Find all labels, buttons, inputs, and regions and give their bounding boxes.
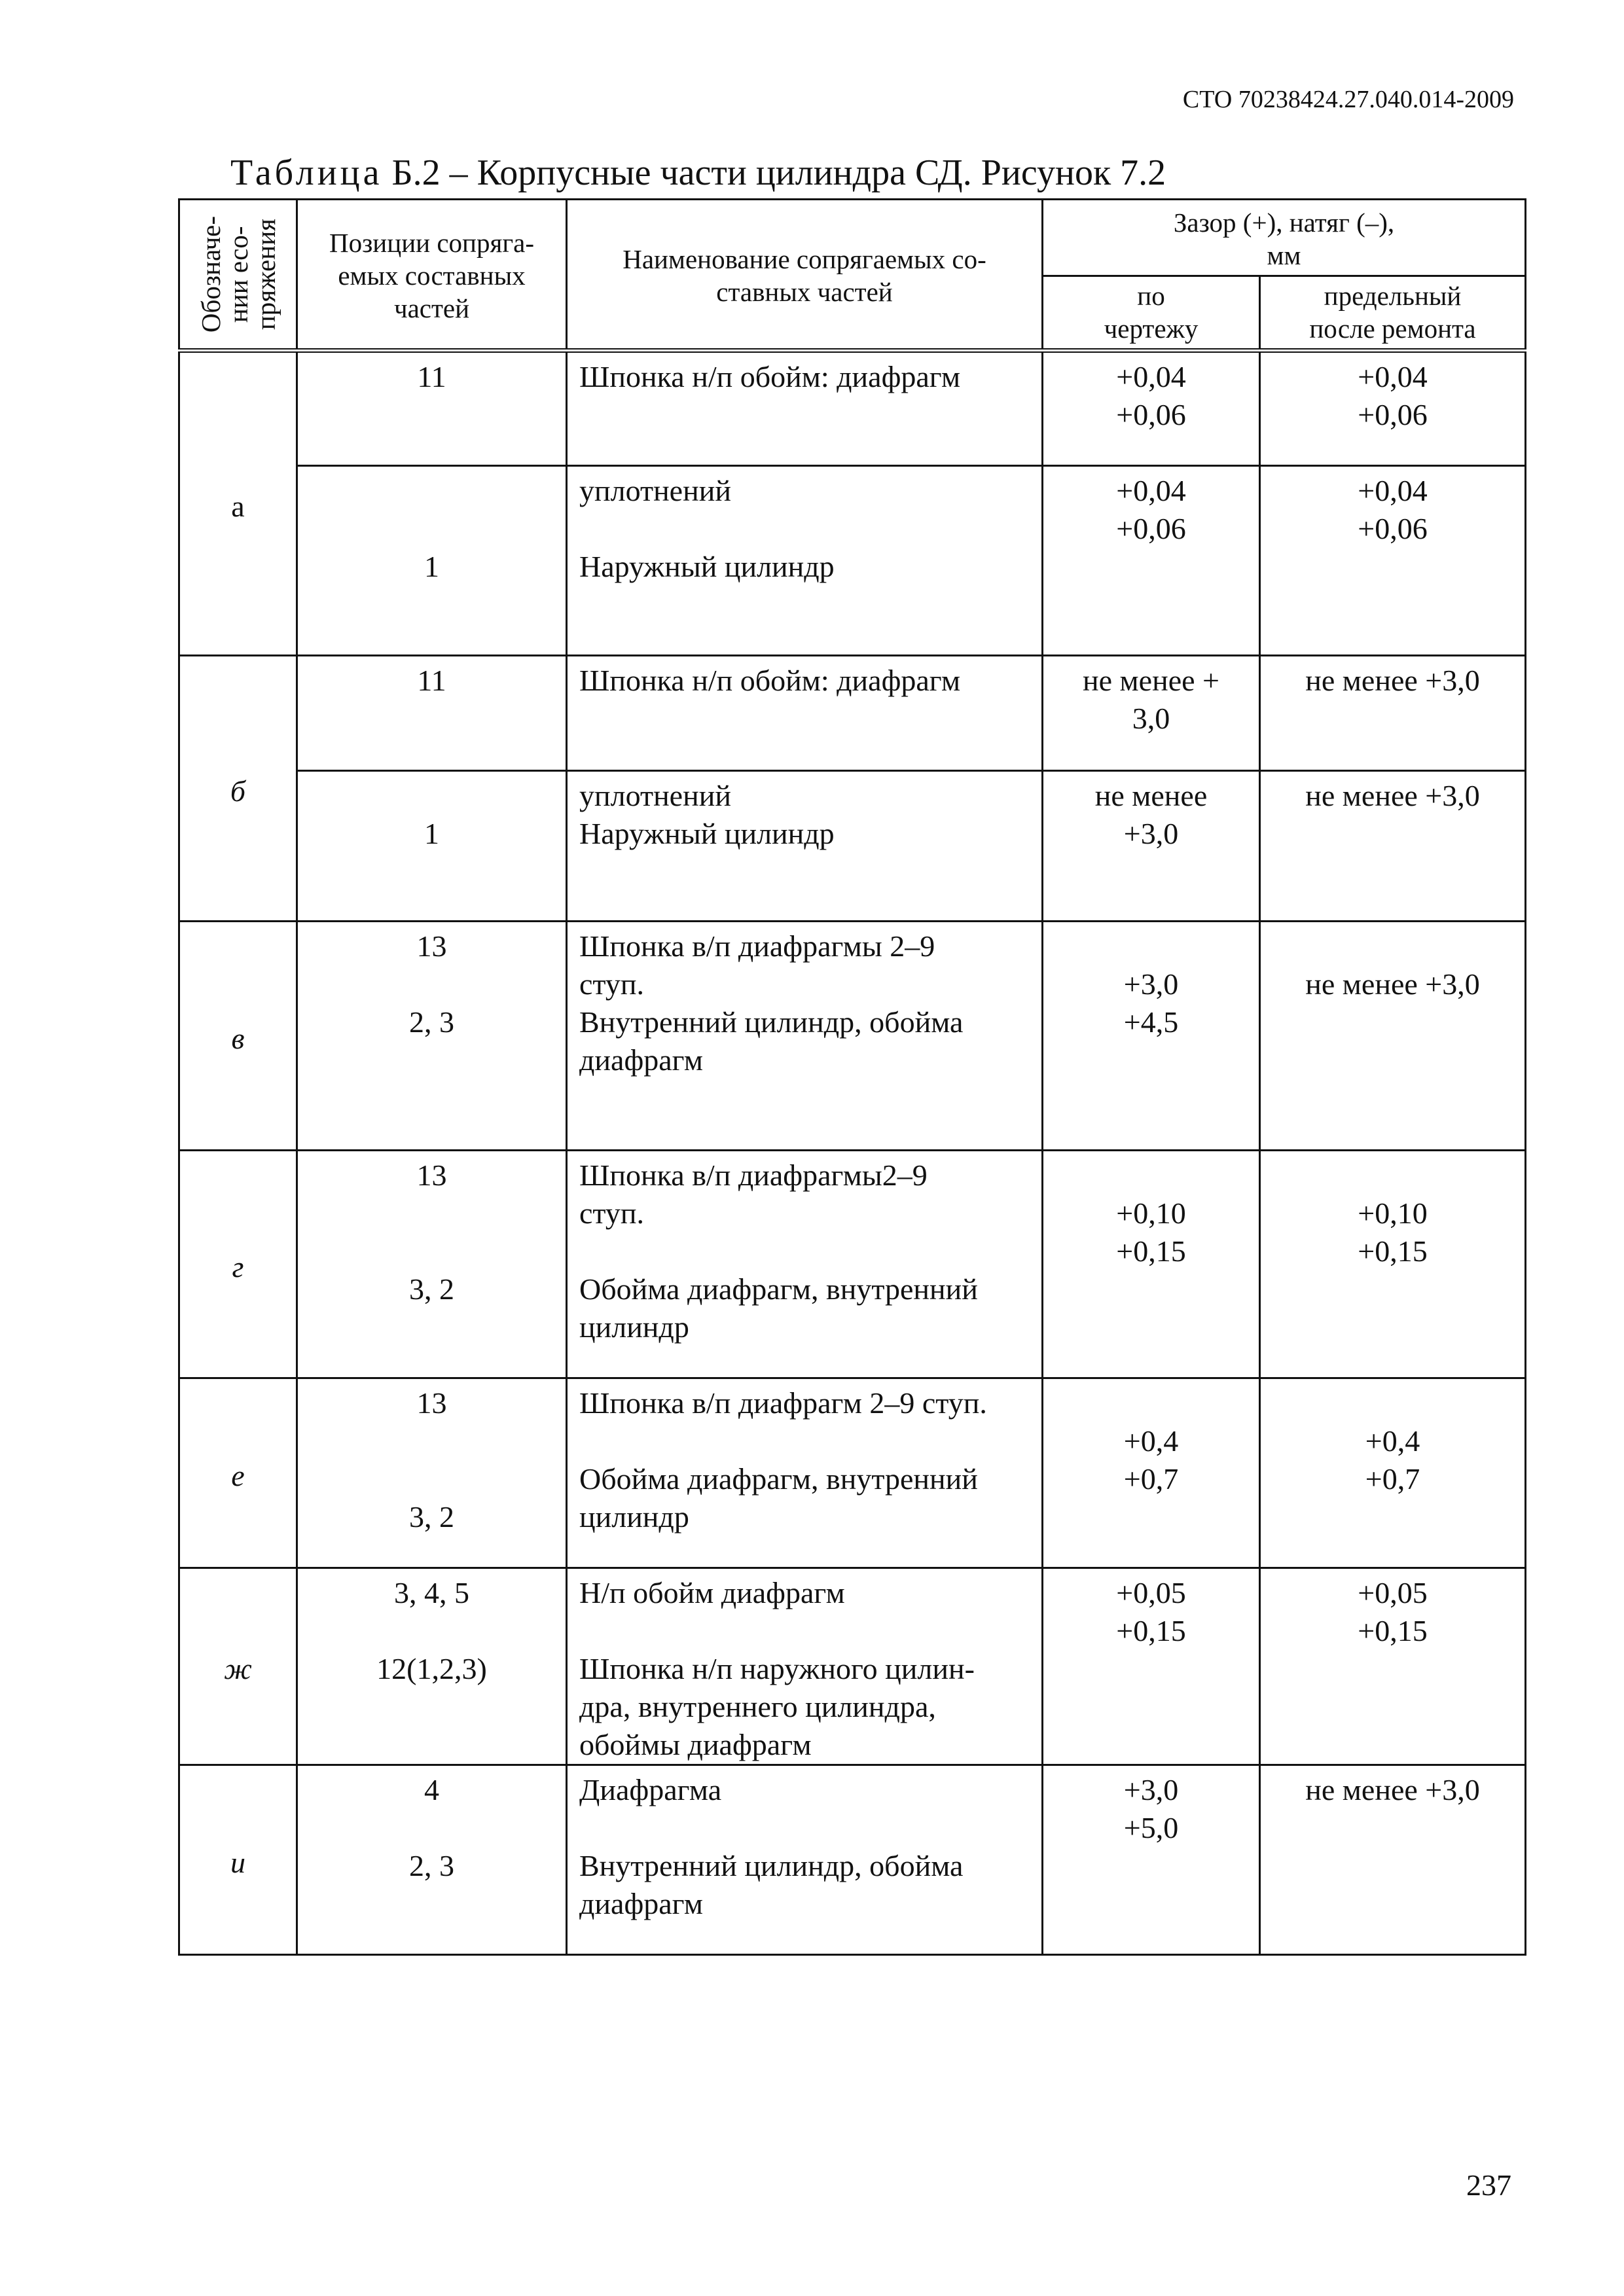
cell-line bbox=[310, 510, 554, 548]
table-row bbox=[179, 1378, 1526, 1568]
cell-line: Внутренний цилиндр, обойма bbox=[579, 1005, 964, 1039]
cell-line: 4 bbox=[424, 1773, 439, 1806]
specification-table bbox=[178, 198, 1526, 1956]
cell-line bbox=[579, 1612, 1030, 1650]
part-name-cell bbox=[567, 1568, 1043, 1765]
cell-line: 1 bbox=[424, 550, 439, 583]
cell-line: Внутренний цилиндр, обойма bbox=[579, 1849, 964, 1882]
cell-line: не менее bbox=[1094, 779, 1208, 812]
cell-line: +0,4 bbox=[1123, 1424, 1179, 1458]
part-name-cell bbox=[567, 771, 1043, 922]
gap-by-drawing-cell bbox=[1043, 656, 1260, 771]
designation-cell: а bbox=[179, 351, 297, 656]
cell-line bbox=[1272, 1157, 1513, 1194]
cell-line: Наружный цилиндр bbox=[579, 817, 835, 850]
cell-line: +0,15 bbox=[1116, 1614, 1186, 1647]
cell-line: +0,7 bbox=[1365, 1462, 1420, 1496]
gap-limit-cell bbox=[1260, 1378, 1526, 1568]
cell-line: диафрагм bbox=[579, 1043, 704, 1077]
cell-line: +0,10 bbox=[1358, 1196, 1428, 1230]
cell-line: 11 bbox=[417, 664, 446, 697]
cell-line bbox=[1055, 927, 1247, 965]
cell-line: 3, 4, 5 bbox=[394, 1576, 469, 1609]
gap-limit-cell bbox=[1260, 466, 1526, 656]
designation-cell: б bbox=[179, 656, 297, 922]
gap-limit-cell bbox=[1260, 1568, 1526, 1765]
cell-line: 13 bbox=[416, 1386, 447, 1420]
cell-line: +0,06 bbox=[1116, 398, 1186, 431]
part-name-cell bbox=[567, 1765, 1043, 1955]
cell-line: +3,0 bbox=[1123, 1773, 1179, 1806]
positions-cell bbox=[297, 1378, 567, 1568]
cell-line: +3,0 bbox=[1123, 967, 1179, 1001]
table-caption-word: Таблица bbox=[230, 152, 383, 193]
table-row bbox=[179, 351, 1526, 466]
cell-line: Обойма диафрагм, внутренний bbox=[579, 1272, 978, 1306]
cell-line: +0,15 bbox=[1358, 1234, 1428, 1268]
cell-line bbox=[310, 965, 554, 1003]
cell-line bbox=[310, 1194, 554, 1232]
positions-cell bbox=[297, 1151, 567, 1378]
cell-line: ступ. bbox=[579, 1196, 645, 1230]
cell-line: уплотнений bbox=[579, 779, 731, 812]
cell-line: 12(1,2,3) bbox=[376, 1652, 487, 1685]
cell-line: +0,04 bbox=[1116, 474, 1186, 507]
cell-line: +4,5 bbox=[1123, 1005, 1179, 1039]
cell-line: Н/п обойм диафрагм bbox=[579, 1576, 845, 1609]
designation-cell: е bbox=[179, 1378, 297, 1568]
cell-line: 3, 2 bbox=[409, 1272, 454, 1306]
positions-cell bbox=[297, 351, 567, 466]
cell-line: 13 bbox=[416, 1158, 447, 1192]
cell-line: +0,4 bbox=[1365, 1424, 1420, 1458]
cell-line: 3, 2 bbox=[409, 1500, 454, 1534]
designation-cell: г bbox=[179, 1151, 297, 1378]
table-caption bbox=[230, 152, 1166, 194]
gap-by-drawing-cell bbox=[1043, 351, 1260, 466]
gap-by-drawing-cell bbox=[1043, 922, 1260, 1151]
cell-line bbox=[1055, 1157, 1247, 1194]
cell-line bbox=[310, 472, 554, 510]
header-designation-text: Обозначе- нии есо- пряжения bbox=[195, 215, 281, 333]
positions-cell bbox=[297, 771, 567, 922]
cell-line: Шпонка в/п диафрагмы2–9 bbox=[579, 1158, 928, 1192]
cell-line: не менее +3,0 bbox=[1305, 664, 1480, 697]
cell-line: 1 bbox=[424, 817, 439, 850]
table-row bbox=[179, 922, 1526, 1151]
cell-line bbox=[579, 1809, 1030, 1847]
cell-line: не менее +3,0 bbox=[1305, 1773, 1480, 1806]
page-number: 237 bbox=[1466, 2168, 1511, 2202]
table-row bbox=[179, 771, 1526, 922]
cell-line: +0,06 bbox=[1116, 512, 1186, 545]
gap-by-drawing-cell bbox=[1043, 1151, 1260, 1378]
cell-line: Диафрагма bbox=[579, 1773, 722, 1806]
designation-cell: ж bbox=[179, 1568, 297, 1765]
cell-line: +0,15 bbox=[1116, 1234, 1186, 1268]
gap-limit-cell bbox=[1260, 656, 1526, 771]
cell-line: цилиндр bbox=[579, 1500, 689, 1534]
cell-line: не менее + bbox=[1083, 664, 1219, 697]
positions-cell bbox=[297, 656, 567, 771]
gap-limit-cell bbox=[1260, 1151, 1526, 1378]
cell-line: Шпонка н/п обойм: диафрагм bbox=[579, 664, 961, 697]
cell-line: 3,0 bbox=[1132, 702, 1170, 735]
table-row bbox=[179, 1151, 1526, 1378]
part-name-cell bbox=[567, 922, 1043, 1151]
cell-line bbox=[310, 777, 554, 815]
cell-line: +0,04 bbox=[1358, 474, 1428, 507]
cell-line: +0,15 bbox=[1358, 1614, 1428, 1647]
document-code: СТО 70238424.27.040.014-2009 bbox=[1182, 86, 1514, 113]
part-name-cell bbox=[567, 1151, 1043, 1378]
cell-line: Обойма диафрагм, внутренний bbox=[579, 1462, 978, 1496]
part-name-cell bbox=[567, 466, 1043, 656]
cell-line bbox=[579, 510, 1030, 548]
cell-line bbox=[310, 1232, 554, 1270]
gap-limit-cell bbox=[1260, 922, 1526, 1151]
cell-line: Шпонка н/п наружного цилин- bbox=[579, 1652, 975, 1685]
cell-line: +0,04 bbox=[1358, 360, 1428, 393]
cell-line bbox=[1055, 1384, 1247, 1422]
cell-line: диафрагм bbox=[579, 1887, 704, 1920]
part-name-cell bbox=[567, 1378, 1043, 1568]
part-name-cell bbox=[567, 351, 1043, 466]
cell-line: +0,05 bbox=[1358, 1576, 1428, 1609]
cell-line: +0,10 bbox=[1116, 1196, 1186, 1230]
cell-line bbox=[1272, 1384, 1513, 1422]
cell-line: +0,04 bbox=[1116, 360, 1186, 393]
gap-by-drawing-cell bbox=[1043, 1378, 1260, 1568]
cell-line: Наружный цилиндр bbox=[579, 550, 835, 583]
table-row bbox=[179, 1568, 1526, 1765]
cell-line: Шпонка в/п диафрагм 2–9 ступ. bbox=[579, 1386, 987, 1420]
gap-by-drawing-cell bbox=[1043, 1765, 1260, 1955]
cell-line bbox=[579, 1422, 1030, 1460]
designation-cell: и bbox=[179, 1765, 297, 1955]
cell-line: ступ. bbox=[579, 967, 645, 1001]
cell-line: Шпонка н/п обойм: диафрагм bbox=[579, 360, 961, 393]
cell-line: цилиндр bbox=[579, 1310, 689, 1344]
cell-line: дра, внутреннего цилиндра, bbox=[579, 1690, 936, 1723]
gap-by-drawing-cell bbox=[1043, 466, 1260, 656]
table-row bbox=[179, 656, 1526, 771]
table-body bbox=[179, 351, 1526, 1955]
cell-line bbox=[310, 1422, 554, 1460]
header-part-name: Наименование сопрягаемых со- ставных частей bbox=[567, 200, 1043, 351]
designation-cell: в bbox=[179, 922, 297, 1151]
cell-line bbox=[310, 1809, 554, 1847]
header-designation bbox=[179, 200, 297, 351]
cell-line: Шпонка в/п диафрагмы 2–9 bbox=[579, 929, 935, 963]
positions-cell bbox=[297, 1568, 567, 1765]
cell-line: +0,05 bbox=[1116, 1576, 1186, 1609]
gap-limit-cell bbox=[1260, 351, 1526, 466]
cell-line: +0,7 bbox=[1123, 1462, 1179, 1496]
part-name-cell bbox=[567, 656, 1043, 771]
cell-line: 2, 3 bbox=[409, 1849, 454, 1882]
cell-line bbox=[1272, 927, 1513, 965]
header-positions: Позиции сопряга- емых составных частей bbox=[297, 200, 567, 351]
cell-line: 13 bbox=[416, 929, 447, 963]
positions-cell bbox=[297, 1765, 567, 1955]
gap-limit-cell bbox=[1260, 1765, 1526, 1955]
cell-line bbox=[310, 1612, 554, 1650]
cell-line: +3,0 bbox=[1123, 817, 1179, 850]
table-row bbox=[179, 1765, 1526, 1955]
table-caption-title: Б.2 – Корпусные части цилиндра СД. Рисунок 7.2 bbox=[391, 152, 1166, 193]
header-gap-interference: Зазор (+), натяг (–), мм bbox=[1043, 200, 1526, 276]
gap-limit-cell bbox=[1260, 771, 1526, 922]
cell-line: не менее +3,0 bbox=[1305, 779, 1480, 812]
cell-line bbox=[310, 1460, 554, 1498]
gap-by-drawing-cell bbox=[1043, 1568, 1260, 1765]
positions-cell bbox=[297, 922, 567, 1151]
header-by-drawing: по чертежу bbox=[1043, 276, 1260, 351]
cell-line: не менее +3,0 bbox=[1305, 967, 1480, 1001]
cell-line: +0,06 bbox=[1358, 398, 1428, 431]
cell-line bbox=[579, 1232, 1030, 1270]
cell-line: +5,0 bbox=[1123, 1811, 1179, 1844]
table-row bbox=[179, 466, 1526, 656]
gap-by-drawing-cell bbox=[1043, 771, 1260, 922]
cell-line: 11 bbox=[417, 360, 446, 393]
cell-line: +0,06 bbox=[1358, 512, 1428, 545]
cell-line: уплотнений bbox=[579, 474, 731, 507]
cell-line: обоймы диафрагм bbox=[579, 1728, 812, 1761]
positions-cell bbox=[297, 466, 567, 656]
cell-line: 2, 3 bbox=[409, 1005, 454, 1039]
header-limit-after-repair: предельный после ремонта bbox=[1260, 276, 1526, 351]
